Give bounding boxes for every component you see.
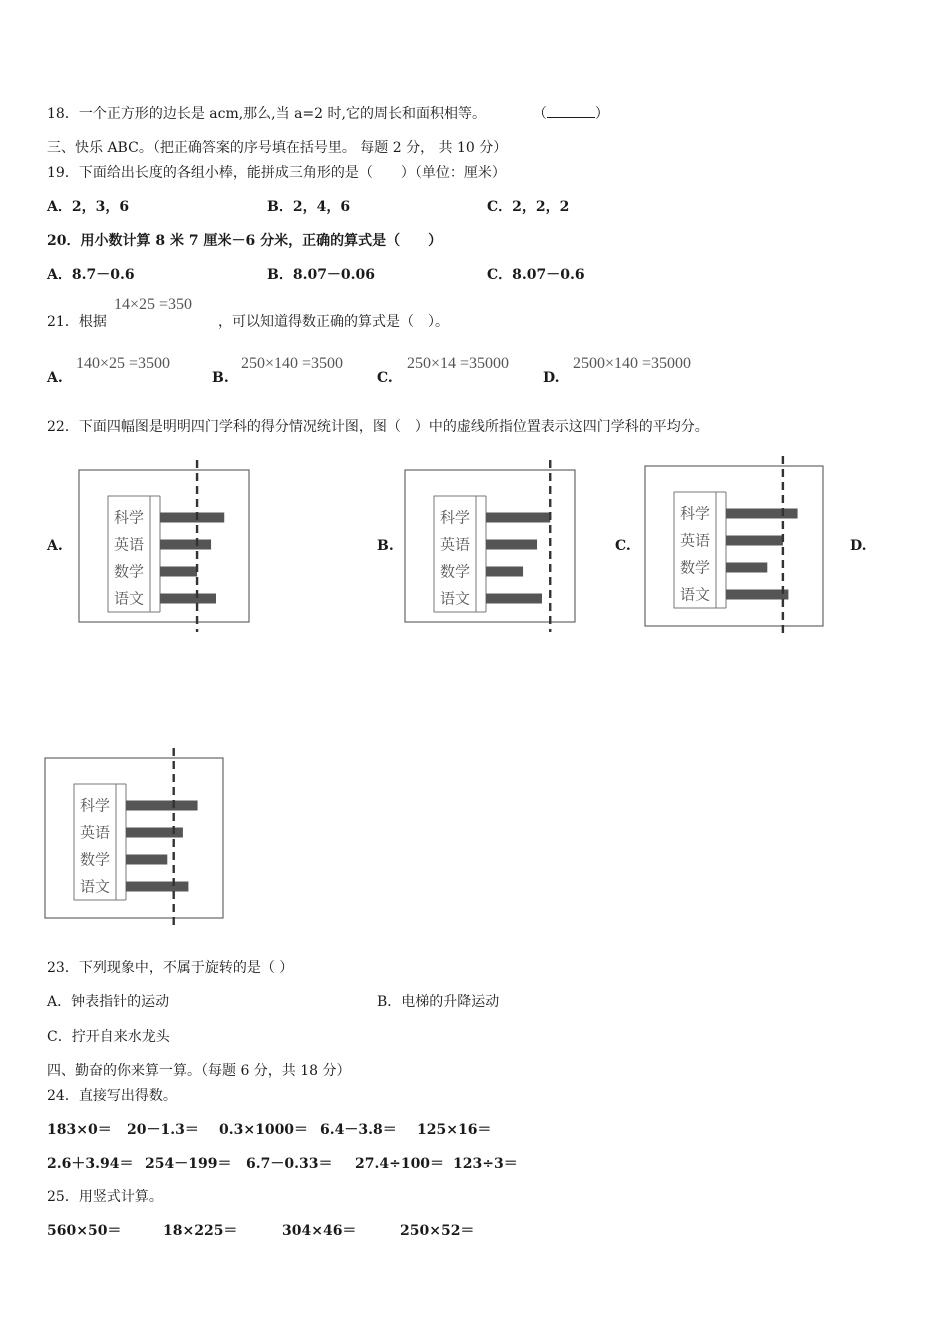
category-label: 科学 xyxy=(439,508,471,527)
q25-item: 560×50＝ xyxy=(47,1223,122,1239)
q24-r2-item: 27.4÷100＝ xyxy=(355,1156,445,1172)
q25-item: 304×46＝ xyxy=(282,1223,357,1239)
section-3-title: 三、快乐 ABC。（把正确答案的序号填在括号里。 每题 2 分， 共 10 分） xyxy=(47,140,508,156)
question-22-text: 22．下面四幅图是明明四门学科的得分情况统计图，图（ ）中的虚线所指位置表示这四门学科的平均分。 xyxy=(47,419,709,435)
category-label: 科学 xyxy=(679,504,711,523)
chart-frame xyxy=(645,466,823,626)
category-label: 英语 xyxy=(113,535,145,554)
bar xyxy=(126,801,198,811)
q19-option-c[interactable]: C．2，2，2 xyxy=(487,199,570,215)
q24-r2-item: 254－199＝ xyxy=(145,1156,232,1172)
q21-given-expression: 14×25 =350 xyxy=(114,296,193,313)
bar xyxy=(486,594,542,604)
question-19-text: 19．下面给出长度的各组小棒，能拼成三角形的是（ ）（单位：厘米） xyxy=(47,165,506,181)
answer-blank[interactable] xyxy=(547,105,595,118)
bar xyxy=(486,540,537,550)
q21-option-a-expr: 140×25 =3500 xyxy=(76,355,171,372)
q23-option-a-text: A．钟表指针的运动 xyxy=(47,994,170,1010)
bar xyxy=(160,513,224,523)
question-21-before: 21．根据 xyxy=(47,314,107,330)
question-18-text: 18．一个正方形的边长是 acm,那么,当 a=2 时,它的周长和面积相等。 xyxy=(47,106,486,122)
q23-option-b-text: B．电梯的升降运动 xyxy=(377,994,500,1010)
q24-r1-item: 0.3×1000＝ xyxy=(219,1122,309,1138)
q24-r2-item: 2.6＋3.94＝ xyxy=(47,1156,134,1172)
bar xyxy=(726,590,788,600)
chart-c-svg xyxy=(644,456,824,636)
q21-option-a-label[interactable]: A. xyxy=(47,370,63,386)
question-18 xyxy=(47,103,609,123)
category-label: 语文 xyxy=(113,589,145,608)
q22-option-d-label[interactable]: D. xyxy=(850,538,867,554)
q24-r1-item: 183×0＝ xyxy=(47,1122,112,1138)
chart-b xyxy=(404,460,576,632)
chart-a xyxy=(78,460,250,632)
chart-frame xyxy=(45,758,223,918)
q23-option-b[interactable] xyxy=(377,991,499,1011)
category-label: 数学 xyxy=(439,562,471,581)
q22-option-a-label[interactable]: A. xyxy=(47,538,63,554)
bar xyxy=(126,882,188,892)
q24-r1-item: 20－1.3＝ xyxy=(127,1122,199,1138)
q19-option-b[interactable]: B．2，4，6 xyxy=(267,199,351,215)
section-4-title: 四、勤奋的你来算一算。（每题 6 分，共 18 分） xyxy=(47,1063,351,1079)
bar xyxy=(726,509,798,519)
chart-b-svg xyxy=(404,460,576,632)
q21-option-b-expr: 250×140 =3500 xyxy=(241,355,344,372)
q22-option-c-label[interactable]: C. xyxy=(615,538,631,554)
chart-d xyxy=(44,748,224,928)
category-label: 英语 xyxy=(79,823,111,842)
category-label: 语文 xyxy=(439,589,471,608)
bar xyxy=(160,594,216,604)
q21-option-b-label[interactable]: B. xyxy=(212,370,229,386)
q20-option-a[interactable]: A．8.7－0.6 xyxy=(47,267,135,283)
paren-open: （ xyxy=(532,106,547,122)
category-label: 语文 xyxy=(679,585,711,604)
q21-option-c-label[interactable]: C. xyxy=(377,370,393,386)
bar xyxy=(486,513,550,523)
question-24-text: 24．直接写出得数。 xyxy=(47,1088,177,1104)
q23-option-c-text: C．拧开自来水龙头 xyxy=(47,1029,170,1045)
category-label: 数学 xyxy=(79,850,111,869)
category-label: 科学 xyxy=(113,508,145,527)
bar xyxy=(160,567,197,577)
q19-option-a[interactable]: A．2，3，6 xyxy=(47,199,130,215)
category-label: 科学 xyxy=(79,796,111,815)
q25-item: 250×52＝ xyxy=(400,1223,475,1239)
q23-option-a[interactable] xyxy=(47,991,169,1011)
q23-option-c[interactable] xyxy=(47,1026,170,1046)
category-label: 数学 xyxy=(679,558,711,577)
q24-r2-item: 123÷3＝ xyxy=(453,1156,518,1172)
bar xyxy=(726,536,783,546)
category-label: 英语 xyxy=(679,531,711,550)
paren-close: ） xyxy=(594,106,609,122)
q20-option-b[interactable]: B．8.07－0.06 xyxy=(267,267,376,283)
q24-r1-item: 6.4－3.8＝ xyxy=(320,1122,397,1138)
question-25-text: 25．用竖式计算。 xyxy=(47,1189,163,1205)
question-20-text: 20．用小数计算 8 米 7 厘米－6 分米，正确的算式是（ ） xyxy=(47,233,443,249)
q22-option-b-label[interactable]: B. xyxy=(377,538,394,554)
bar xyxy=(726,563,767,573)
category-label: 语文 xyxy=(79,877,111,896)
q24-r2-item: 6.7－0.33＝ xyxy=(246,1156,333,1172)
category-label: 英语 xyxy=(439,535,471,554)
q24-r1-item: 125×16＝ xyxy=(417,1122,492,1138)
bar xyxy=(160,540,211,550)
chart-d-svg xyxy=(44,748,224,928)
chart-c xyxy=(644,456,824,636)
chart-a-svg xyxy=(78,460,250,632)
q25-item: 18×225＝ xyxy=(163,1223,238,1239)
q21-option-d-label[interactable]: D. xyxy=(543,370,560,386)
q20-option-c[interactable]: C．8.07－0.6 xyxy=(487,267,585,283)
q21-option-c-expr: 250×14 =35000 xyxy=(407,355,510,372)
bar xyxy=(126,855,167,865)
q21-option-d-expr: 2500×140 =35000 xyxy=(573,355,692,372)
question-21-after: ，可以知道得数正确的算式是（ ）。 xyxy=(218,314,449,330)
category-label: 数学 xyxy=(113,562,145,581)
question-23-text: 23．下列现象中，不属于旋转的是（ ） xyxy=(47,960,294,976)
bar xyxy=(486,567,523,577)
